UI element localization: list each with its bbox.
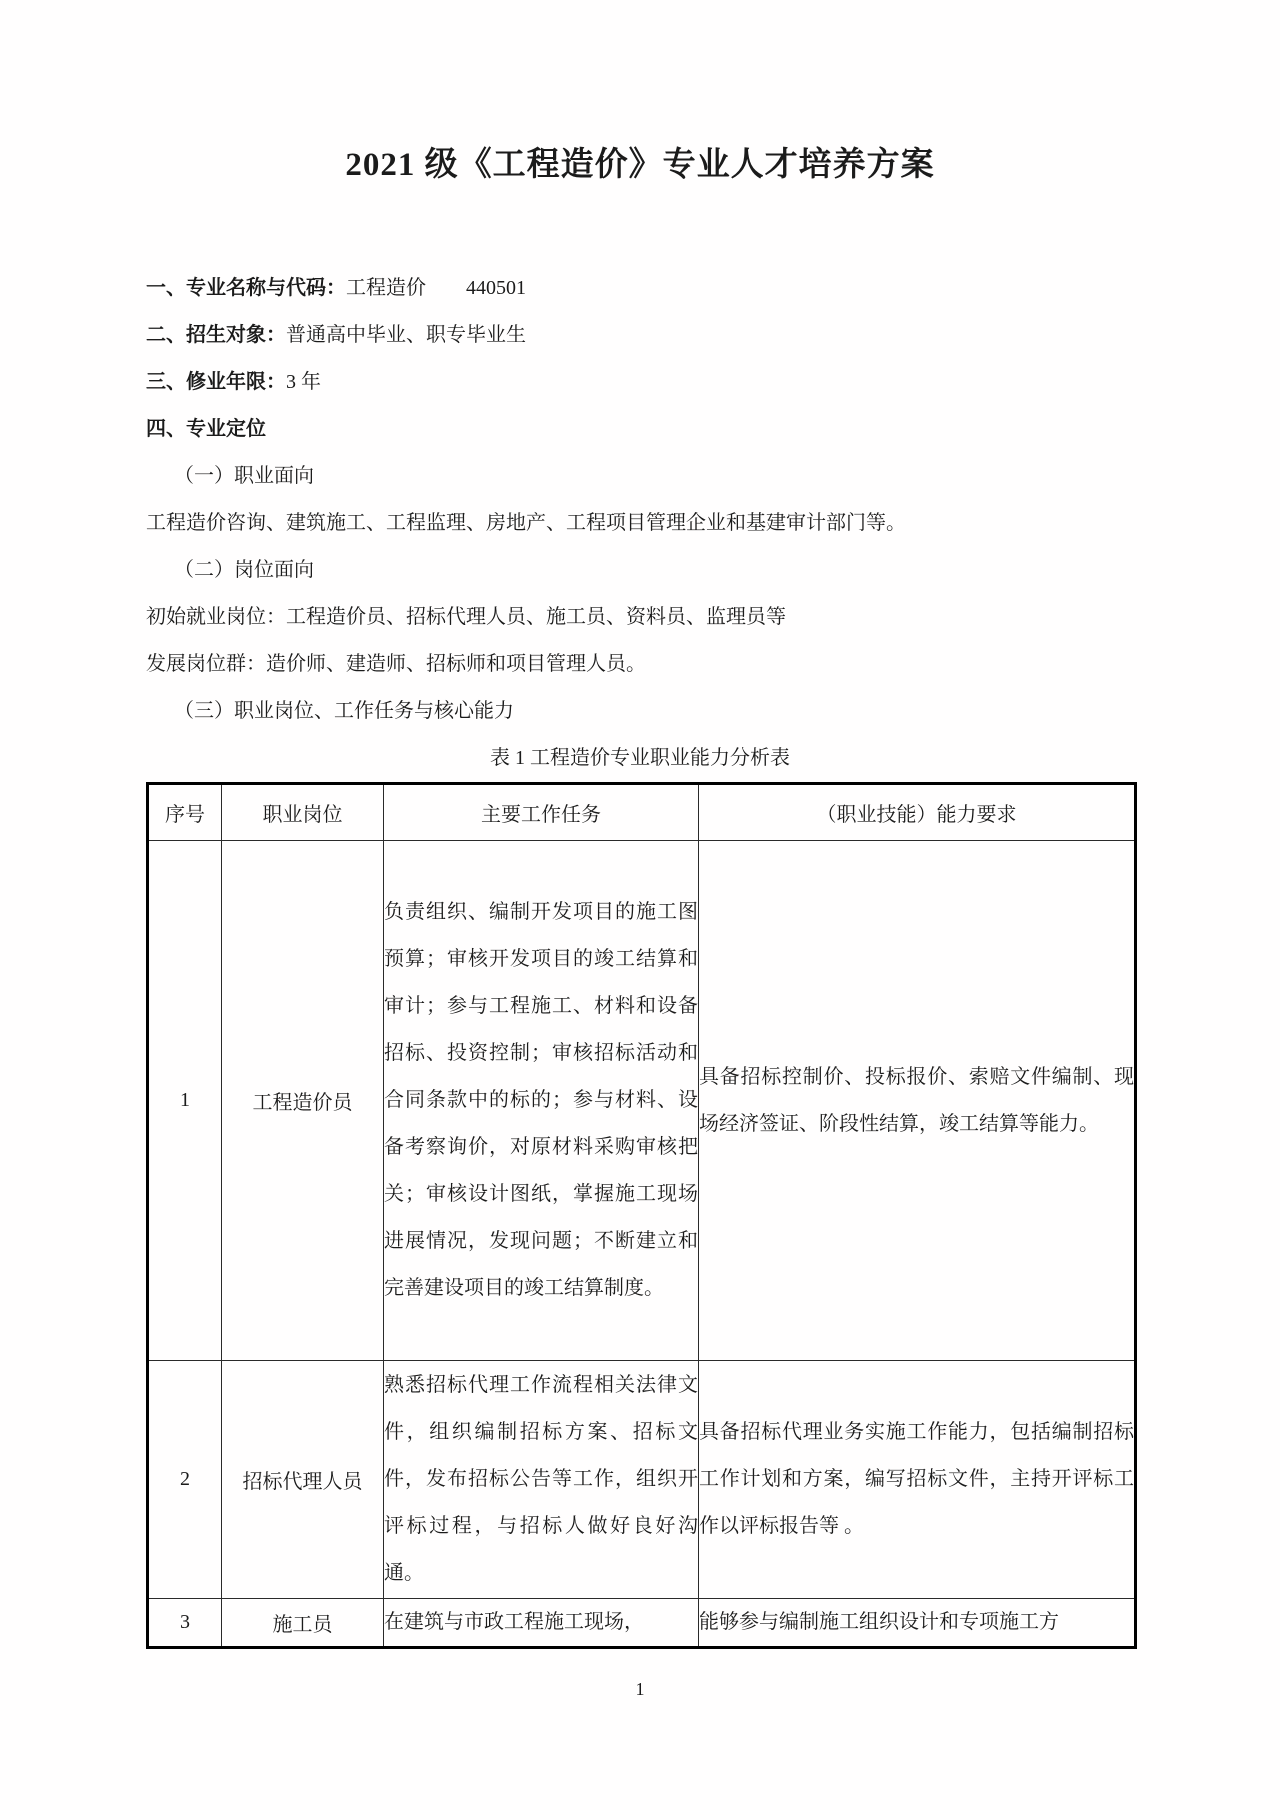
page-number: 1 xyxy=(635,1679,645,1699)
row-ability-cell: 具备招标代理业务实施工作能力，包括编制招标工作计划和方案，编写招标文件，主持开评标工作以评标报告等 。 xyxy=(699,1361,1136,1599)
field-label: 三、修业年限： xyxy=(146,371,286,393)
field-label: 二、招生对象： xyxy=(146,324,286,346)
row-post-cell: 工程造价员 xyxy=(222,841,384,1361)
row-tasks-cell: 负责组织、编制开发项目的施工图预算；审核开发项目的竣工结算和审计；参与工程施工、材料和设备招标、投资控制；审核招标活动和合同条款中的标的；参与材料、设备考察询价，对原材料采购审核把关；审核设计图纸，掌握施工现场进展情况，发现问题；不断建立和完善建设项目的竣工结算制度。 xyxy=(384,841,699,1361)
field-major-name-code xyxy=(146,265,1134,312)
row-ability-cell: 具备招标控制价、投标报价、索赔文件编制、现场经济签证、阶段性结算，竣工结算等能力。 xyxy=(699,841,1136,1361)
table-row xyxy=(148,841,1136,1361)
field-study-duration xyxy=(146,359,1134,406)
subsection-post-orientation: （二）岗位面向 xyxy=(174,559,314,581)
table-header-row xyxy=(148,784,1136,841)
row-index-cell: 2 xyxy=(148,1361,222,1599)
development-posts-line: 发展岗位群：造价师、建造师、招标师和项目管理人员。 xyxy=(146,653,646,675)
field-label: 一、专业名称与代码： xyxy=(146,277,346,299)
field-value: 普通高中毕业、职专毕业生 xyxy=(286,324,526,346)
row-index-cell: 3 xyxy=(148,1599,222,1648)
row-post-cell: 施工员 xyxy=(222,1599,384,1648)
field-enrollment-target xyxy=(146,312,1134,359)
subsection-career-orientation: （一）职业面向 xyxy=(174,465,314,487)
header-cell-index: 序号 xyxy=(148,784,222,841)
capability-analysis-table xyxy=(146,782,1137,1649)
row-ability-cell: 能够参与编制施工组织设计和专项施工方 xyxy=(699,1599,1136,1648)
row-post-cell: 招标代理人员 xyxy=(222,1361,384,1599)
subsection-posts-tasks-abilities: （三）职业岗位、工作任务与核心能力 xyxy=(174,700,514,722)
section-heading-label: 四、专业定位 xyxy=(146,418,266,440)
page-title: 2021 级《工程造价》专业人才培养方案 xyxy=(345,147,935,183)
row-tasks-cell: 熟悉招标代理工作流程相关法律文件，组织编制招标方案、招标文件，发布招标公告等工作，组织开评标过程，与招标人做好良好沟通。 xyxy=(384,1361,699,1599)
section-heading-positioning xyxy=(146,406,1134,453)
career-orientation-body: 工程造价咨询、建筑施工、工程监理、房地产、工程项目管理企业和基建审计部门等。 xyxy=(146,512,906,534)
field-value: 工程造价 440501 xyxy=(346,277,526,299)
header-cell-post: 职业岗位 xyxy=(222,784,384,841)
table-caption: 表 1 工程造价专业职业能力分析表 xyxy=(490,747,790,769)
initial-posts-line: 初始就业岗位：工程造价员、招标代理人员、施工员、资料员、监理员等 xyxy=(146,606,786,628)
table-row xyxy=(148,1361,1136,1599)
header-cell-tasks: 主要工作任务 xyxy=(384,784,699,841)
header-cell-ability: （职业技能）能力要求 xyxy=(699,784,1136,841)
row-tasks-cell: 在建筑与市政工程施工现场， xyxy=(384,1599,699,1648)
table-row xyxy=(148,1599,1136,1648)
field-value: 3 年 xyxy=(286,371,321,393)
row-index-cell: 1 xyxy=(148,841,222,1361)
